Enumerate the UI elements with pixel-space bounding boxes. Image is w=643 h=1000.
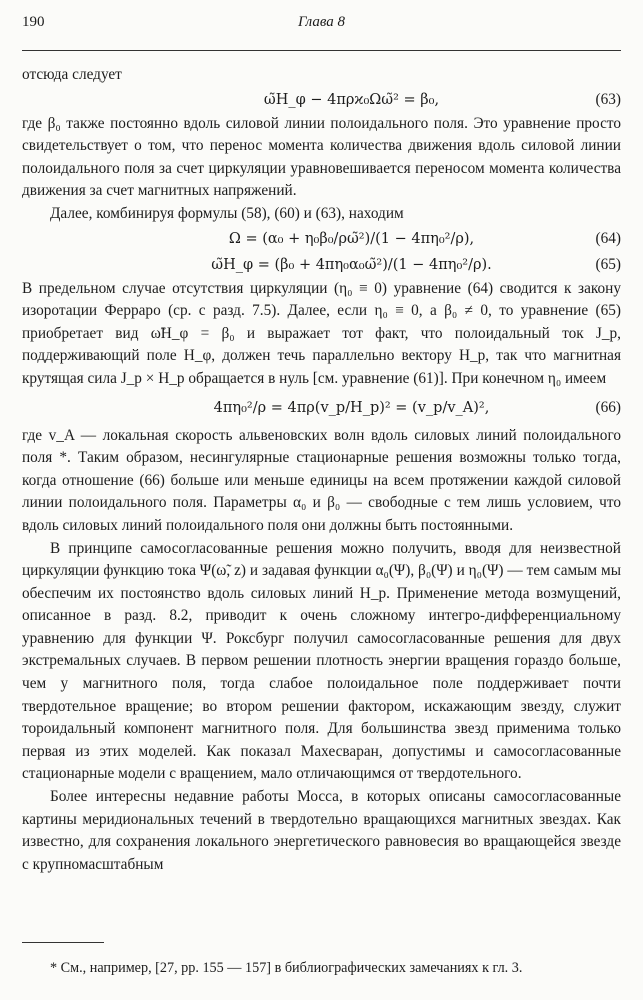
equation-formula: 4πη₀²/ρ = 4πρ(v_p/H_p)² = (v_p/v_A)², xyxy=(213,399,490,416)
header-rule xyxy=(22,50,621,51)
page-number: 190 xyxy=(22,14,45,30)
chapter-title: Глава 8 xyxy=(297,14,346,30)
paragraph-3: В предельном случае отсутствия циркуляции (η₀ ≡ 0) уравнение (64) сводится к закону изоротации Ферраро (ср. с разд. 7.5). Далее, если η₀ ≡ 0, а β₀ ≠ 0, то уравнение (65) приобретает вид ω̃H_φ = β₀ и выражает тот факт, что полоидальный ток J_p, поддерживающий поле H_φ, должен течь параллельно вектору H_p, так что магнитная крутящая сила J_p × H_p обращается в нуль [см. уравнение (61)]. При конечном η₀ имеем xyxy=(22,279,621,387)
paragraph-5: В принципе самосогласованные решения можно получить, вводя для неизвестной циркуляции функцию тока Ψ(ω̃, z) и задавая функции α₀(Ψ), β₀(Ψ) и η₀(Ψ) — тем самым мы обеспечим их постоянство вдоль силовых линий H_p. Применение метода возмущений, описанное в разд. 8.2, приводит к очень сложному интегро-дифференциальному уравнению для функции Ψ. Роксбург получил самосогласованные решения для двух экстремальных случаев. В первом решении плотность энергии вращения гораздо больше, чем у магнитного поля, тогда слабое полоидальное поле поддерживает почти твердотельное вращение; во втором решении фактором, искажающим звезду, служит тороидальный компонент магнитного поля. Для большинства звезд применима только первая из этих моделей. Как показал Махесваран, допустимы и самосогласованные стационарные модели с вращением, мало отличающимся от твердотельного. xyxy=(22,539,621,783)
equation-66 xyxy=(22,395,621,421)
paragraph-1: где β₀ также постоянно вдоль силовой линии полоидального поля. Это уравнение просто свидетельствует о том, что перенос момента количества движения вдоль силовой линии полоидального поля за счет циркуляции уравновешивается переносом момента количества движения за счет магнитных напряжений. xyxy=(22,114,621,200)
equation-number: (66) xyxy=(595,398,621,416)
equation-number: (65) xyxy=(595,255,621,273)
equation-formula: ω̃H_φ = (β₀ + 4πη₀α₀ω̃²)/(1 − 4πη₀²/ρ). xyxy=(211,256,492,273)
equation-formula: Ω = (α₀ + η₀β₀/ρω̃²)/(1 − 4πη₀²/ρ), xyxy=(228,230,475,247)
paragraph-2: Далее, комбинируя формулы (58), (60) и (63), находим xyxy=(50,204,404,222)
equation-65 xyxy=(22,252,621,278)
equation-formula: ω̃H_φ − 4πρϰ₀Ωω̃² = β₀, xyxy=(263,91,440,108)
paragraph-6: Более интересны недавние работы Мосса, в которых описаны самосогласованные картины меридиональных течений в твердотельно вращающихся магнитных звездах. Как известно, для сохранения локального энергетического равновесия во вращающейся звезде с крупномасштабным xyxy=(22,788,621,873)
footnote: * См., например, [27, pp. 155 — 157] в библиографических замечаниях к гл. 3. xyxy=(50,960,523,976)
page-header xyxy=(22,14,621,36)
equation-number: (64) xyxy=(595,229,621,247)
lead-line: отсюда следует xyxy=(22,66,122,83)
equation-number: (63) xyxy=(595,90,621,108)
equation-64 xyxy=(22,226,621,252)
page-body xyxy=(22,64,621,876)
paragraph-4: где v_A — локальная скорость альвеновских волн вдоль силовых линий полоидального поля *. Таким образом, несингулярные стационарные решения возможны только тогда, когда отношение (66) больше или меньше единицы на всем протяжении каждой силовой линии полоидального поля. Параметры α₀ и β₀ — свободные с тем лишь условием, что вдоль силовых линий полоидального поля они должны быть постоянными. xyxy=(22,426,621,534)
footnote-rule xyxy=(22,942,104,943)
equation-63 xyxy=(22,87,621,113)
